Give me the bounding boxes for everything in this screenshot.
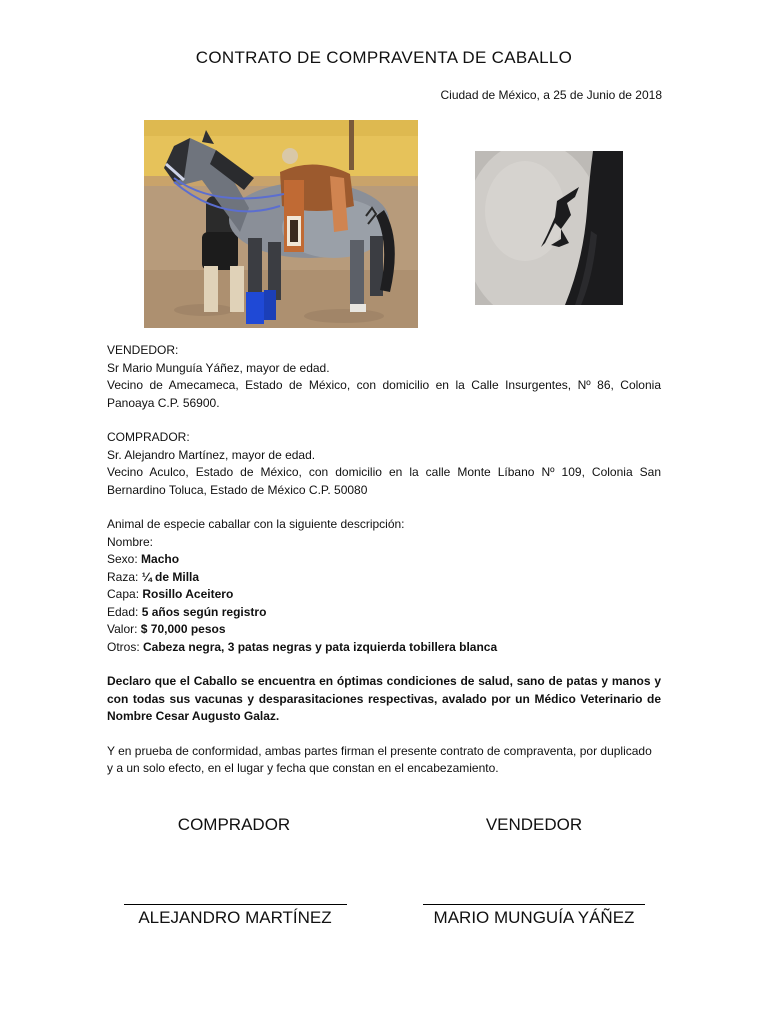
health-declaration: Declaro que el Caballo se encuentra en óptimas condiciones de salud, sano de patas y manos y con todas sus vacunas y desparasitaciones respectivas, avalado por un Médico Veterinario de Nombre Cesar Augusto Galaz. — [107, 674, 661, 723]
field-label: Otros: — [107, 639, 144, 654]
buyer-section — [107, 429, 661, 499]
brand-mark-photo — [475, 151, 623, 305]
animal-field-capa — [107, 586, 661, 604]
document-date: Ciudad de México, a 25 de Junio de 2018 — [440, 88, 662, 102]
buyer-signature-line — [124, 904, 347, 905]
buyer-heading: COMPRADOR: — [107, 430, 190, 444]
field-label: Nombre: — [107, 534, 154, 549]
field-value: Rosillo Aceitero — [142, 587, 234, 601]
animal-section — [107, 516, 661, 656]
contract-body — [107, 342, 661, 778]
field-value: Cabeza negra, 3 patas negras y pata izquierda tobillera blanca — [143, 639, 498, 654]
field-label: Sexo: — [107, 552, 142, 566]
animal-field-valor — [107, 621, 661, 639]
animal-field-raza — [107, 569, 661, 587]
seller-signature-line — [423, 904, 645, 905]
field-label: Raza: — [107, 569, 142, 584]
buyer-signature-name: ALEJANDRO MARTÍNEZ — [138, 908, 332, 927]
field-label: Valor: — [107, 622, 141, 636]
seller-heading: VENDEDOR: — [107, 343, 179, 357]
buyer-signature-heading: COMPRADOR — [177, 815, 291, 834]
seller-name-line: Sr Mario Munguía Yáñez, mayor de edad. — [107, 360, 330, 375]
brand-mark-illustration — [475, 151, 623, 305]
closing-statement: Y en prueba de conformidad, ambas partes firman el presente contrato de compraventa, por duplicado y a un solo efecto, en el lugar y fecha que constan en el encabezamiento. — [107, 743, 652, 775]
seller-section — [107, 342, 661, 412]
field-label: Capa: — [107, 587, 143, 601]
animal-field-nombre — [107, 534, 661, 552]
field-value: Macho — [141, 552, 180, 566]
seller-signature-heading: VENDEDOR — [485, 815, 583, 834]
field-value: ¼ de Milla — [141, 569, 200, 584]
document-title: CONTRATO DE COMPRAVENTA DE CABALLO — [195, 48, 573, 67]
horse-photo — [144, 120, 418, 328]
seller-signature-name: MARIO MUNGUÍA YÁÑEZ — [433, 908, 635, 927]
animal-intro: Animal de especie caballar con la siguiente descripción: — [107, 517, 405, 531]
buyer-address: Vecino Aculco, Estado de México, con domicilio en la calle Monte Líbano Nº 109, Colonia San Bernardino Toluca, Estado de México C.P. 50080 — [107, 465, 661, 497]
animal-field-sexo — [107, 551, 661, 569]
horse-photo-illustration — [144, 120, 418, 328]
field-label: Edad: — [107, 604, 142, 619]
seller-address: Vecino de Amecameca, Estado de México, con domicilio en la Calle Insurgentes, Nº 86, Colonia Panoaya C.P. 56900. — [107, 378, 661, 410]
animal-field-otros — [107, 639, 661, 657]
animal-field-edad — [107, 604, 661, 622]
field-value: $ 70,000 pesos — [140, 622, 226, 636]
field-value: 5 años según registro — [141, 604, 267, 619]
buyer-name-line: Sr. Alejandro Martínez, mayor de edad. — [107, 447, 316, 462]
